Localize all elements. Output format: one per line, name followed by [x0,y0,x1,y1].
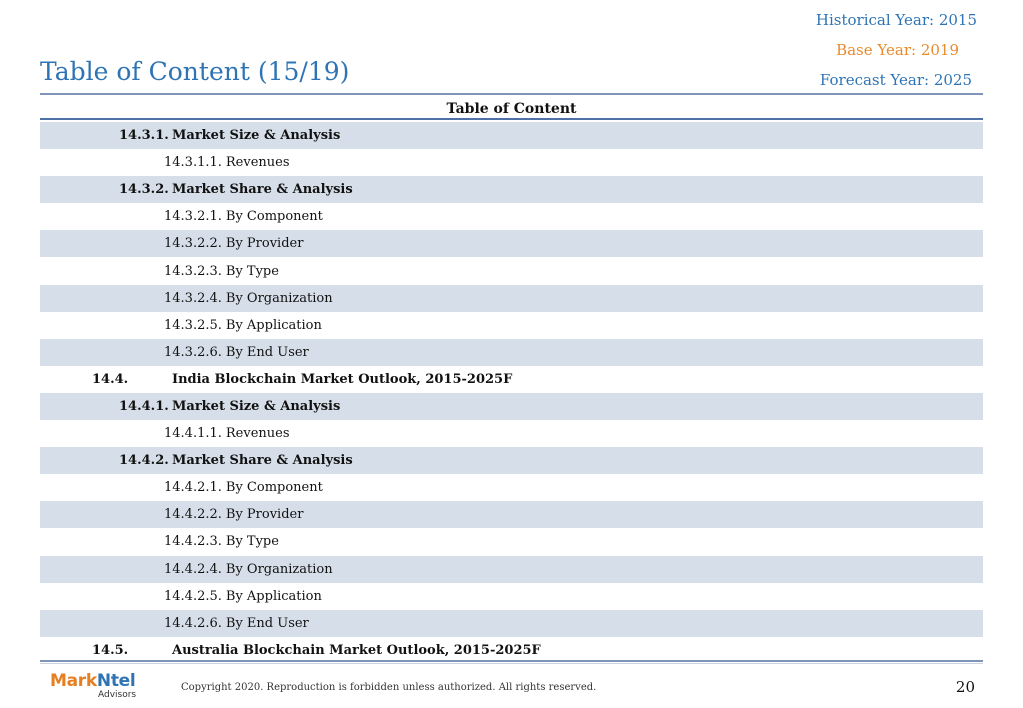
toc-row-label: By Type [225,534,279,550]
toc-row-number: 14.4.2.3. [164,534,222,550]
toc-row [40,366,983,393]
toc-row-number: 14.4.2. [119,453,169,469]
toc-row-number: 14.4. [92,371,129,387]
toc-row-label: India Blockchain Market Outlook, 2015-2025F [172,371,513,387]
toc-row-number: 14.5. [92,642,129,658]
toc-row-label: Australia Blockchain Market Outlook, 2015-2025F [172,642,541,658]
toc-row-number: 14.4.2.1. [164,480,222,496]
toc-row [40,149,983,176]
toc-row-label: Market Size & Analysis [172,128,341,144]
toc-row-label: Market Size & Analysis [172,398,341,414]
toc-row-label: By Component [225,209,323,225]
toc-row-number: 14.4.2.4. [164,561,222,577]
toc-row-number: 14.4.2.5. [164,588,222,604]
logo-mark-text: Mark [50,671,97,691]
toc-row [40,556,983,583]
toc-row-number: 14.3.2.2. [164,236,222,252]
toc-row-label: Market Share & Analysis [172,182,353,198]
toc-row [40,285,983,312]
copyright-notice: Copyright 2020. Reproduction is forbidden unless authorized. All rights reserved. [181,682,597,693]
toc-row-label: By Application [225,317,322,333]
toc-row-label: By Component [225,480,323,496]
toc-row-label: By Organization [225,561,333,577]
toc-row [40,420,983,447]
toc-row [40,474,983,501]
toc-row-number: 14.3.2.1. [164,209,222,225]
toc-row-number: 14.3.1.1. [164,155,222,171]
toc-row-number: 14.3.1. [119,128,169,144]
toc-list [40,122,983,664]
toc-row-number: 14.3.2.6. [164,344,222,360]
forecast-year: Forecast Year: 2025 [819,71,972,89]
page-title: Table of Content (15/19) [40,57,350,86]
toc-row [40,176,983,203]
base-year: Base Year: 2019 [836,41,959,59]
toc-heading: Table of Content [40,96,983,120]
markntel-logo [50,671,140,703]
toc-row [40,122,983,149]
toc-row [40,312,983,339]
toc-row [40,528,983,555]
toc-row [40,610,983,637]
logo-subtitle: Advisors [98,690,137,700]
logo-ntel-text: Ntel [96,671,136,691]
toc-row-label: Market Share & Analysis [172,453,353,469]
toc-row-number: 14.4.2.2. [164,507,222,523]
toc-row [40,447,983,474]
toc-row-number: 14.3.2. [119,182,169,198]
toc-row-number: 14.4.1. [119,398,169,414]
toc-row-number: 14.4.2.6. [164,615,222,631]
footer-divider [40,660,983,662]
toc-row-label: Revenues [225,426,290,442]
toc-row-label: By Type [225,263,279,279]
toc-row-number: 14.3.2.5. [164,317,222,333]
header-divider [40,93,983,95]
toc-row-number: 14.4.1.1. [164,426,222,442]
toc-row [40,583,983,610]
toc-row [40,393,983,420]
toc-row-label: Revenues [225,155,290,171]
toc-row [40,501,983,528]
toc-row-number: 14.3.2.4. [164,290,222,306]
historical-year: Historical Year: 2015 [815,11,977,29]
toc-row-number: 14.3.2.3. [164,263,222,279]
toc-row-label: By Application [225,588,322,604]
toc-row-label: By Organization [225,290,333,306]
toc-row-label: By Provider [225,507,304,523]
toc-row [40,339,983,366]
toc-row [40,230,983,257]
toc-row-label: By Provider [225,236,304,252]
page-number: 20 [955,678,975,696]
toc-row [40,257,983,284]
toc-row [40,203,983,230]
footer-divider-thin [40,663,983,664]
toc-row-label: By End User [225,615,309,631]
toc-row-label: By End User [225,344,309,360]
